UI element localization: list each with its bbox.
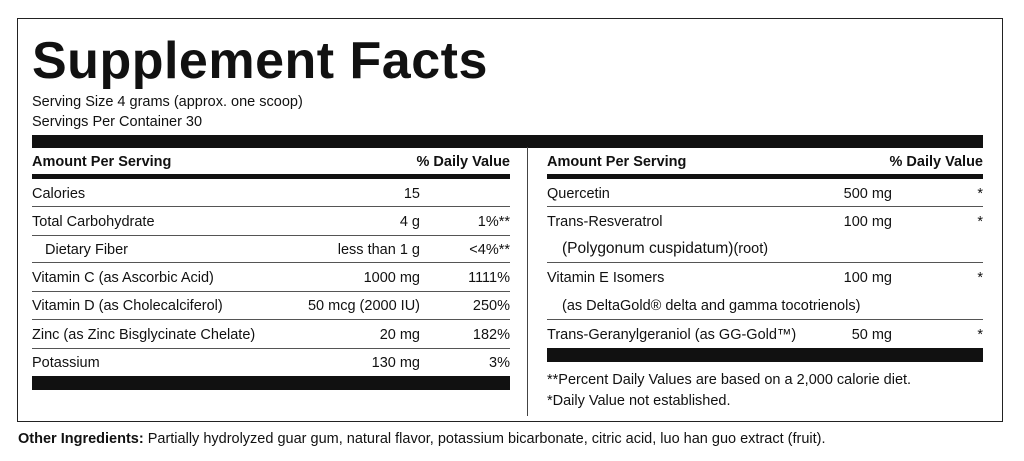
row-divider	[32, 291, 510, 292]
row-dv: *	[977, 327, 983, 343]
row-name: Total Carbohydrate	[32, 214, 155, 230]
row-amount: less than 1 g	[337, 242, 420, 258]
row-dv: 1%**	[477, 214, 510, 230]
row-name: Trans-Geranylgeraniol (as GG-Gold™)	[547, 327, 797, 343]
row-divider	[32, 348, 510, 349]
resveratrol-latin-name: (Polygonum cuspidatum)	[562, 240, 734, 257]
row-divider	[32, 319, 510, 320]
row-dv: 250%	[472, 298, 510, 314]
right-header-amount: Amount Per Serving	[547, 154, 687, 170]
row-divider	[32, 235, 510, 236]
right-header-bar	[547, 174, 983, 179]
row-divider	[32, 206, 510, 207]
row-amount: 50 mg	[851, 327, 892, 343]
resveratrol-part: (root)	[733, 241, 769, 257]
row-divider	[547, 206, 983, 207]
row-divider	[32, 262, 510, 263]
left-header-amount: Amount Per Serving	[32, 154, 172, 170]
other-ingredients	[18, 430, 826, 448]
resveratrol-source	[562, 240, 768, 258]
left-header-bar	[32, 174, 510, 179]
row-divider	[547, 319, 983, 320]
row-name: Trans-Resveratrol	[547, 214, 663, 230]
row-name: Calories	[32, 186, 86, 202]
row-amount: 500 mg	[843, 186, 892, 202]
row-dv: 1111%	[468, 270, 510, 286]
serving-size: Serving Size 4 grams (approx. one scoop)	[32, 94, 303, 110]
row-name: Quercetin	[547, 186, 610, 202]
row-dv: 3%	[489, 355, 510, 371]
row-amount: 100 mg	[843, 214, 892, 230]
row-amount: 4 g	[399, 214, 420, 230]
column-divider	[527, 147, 528, 416]
row-amount: 1000 mg	[363, 270, 420, 286]
left-bottom-bar	[32, 376, 510, 390]
row-name: Vitamin E Isomers	[547, 270, 665, 286]
servings-per-container: Servings Per Container 30	[32, 114, 203, 130]
panel-title: Supplement Facts	[32, 32, 488, 90]
vitamin-e-detail: (as DeltaGold® delta and gamma tocotrienols)	[562, 298, 861, 314]
row-dv: *	[977, 186, 983, 202]
top-thick-bar	[32, 135, 983, 148]
row-name: Vitamin C (as Ascorbic Acid)	[32, 270, 214, 286]
row-divider	[547, 262, 983, 263]
row-dv: *	[977, 270, 983, 286]
right-bottom-bar	[547, 348, 983, 362]
left-header-dv: % Daily Value	[416, 154, 510, 170]
row-dv: <4%**	[469, 242, 510, 258]
row-name: Vitamin D (as Cholecalciferol)	[32, 298, 223, 314]
right-header-dv: % Daily Value	[889, 154, 983, 170]
footnote-percent-daily: **Percent Daily Values are based on a 2,000 calorie diet.	[547, 372, 912, 388]
other-ingredients-text: Partially hydrolyzed guar gum, natural flavor, potassium bicarbonate, citric acid, luo han guo extract (fruit).	[143, 431, 826, 447]
row-name: Zinc (as Zinc Bisglycinate Chelate)	[32, 327, 256, 343]
row-name: Dietary Fiber	[45, 242, 128, 258]
other-ingredients-label: Other Ingredients:	[18, 431, 144, 447]
row-amount: 130 mg	[371, 355, 420, 371]
row-amount: 100 mg	[843, 270, 892, 286]
row-amount: 15	[403, 186, 420, 202]
row-name: Potassium	[32, 355, 100, 371]
row-amount: 50 mcg (2000 IU)	[307, 298, 420, 314]
footnote-dv-not-established: *Daily Value not established.	[547, 393, 731, 409]
row-amount: 20 mg	[379, 327, 420, 343]
row-dv: 182%	[472, 327, 510, 343]
row-dv: *	[977, 214, 983, 230]
